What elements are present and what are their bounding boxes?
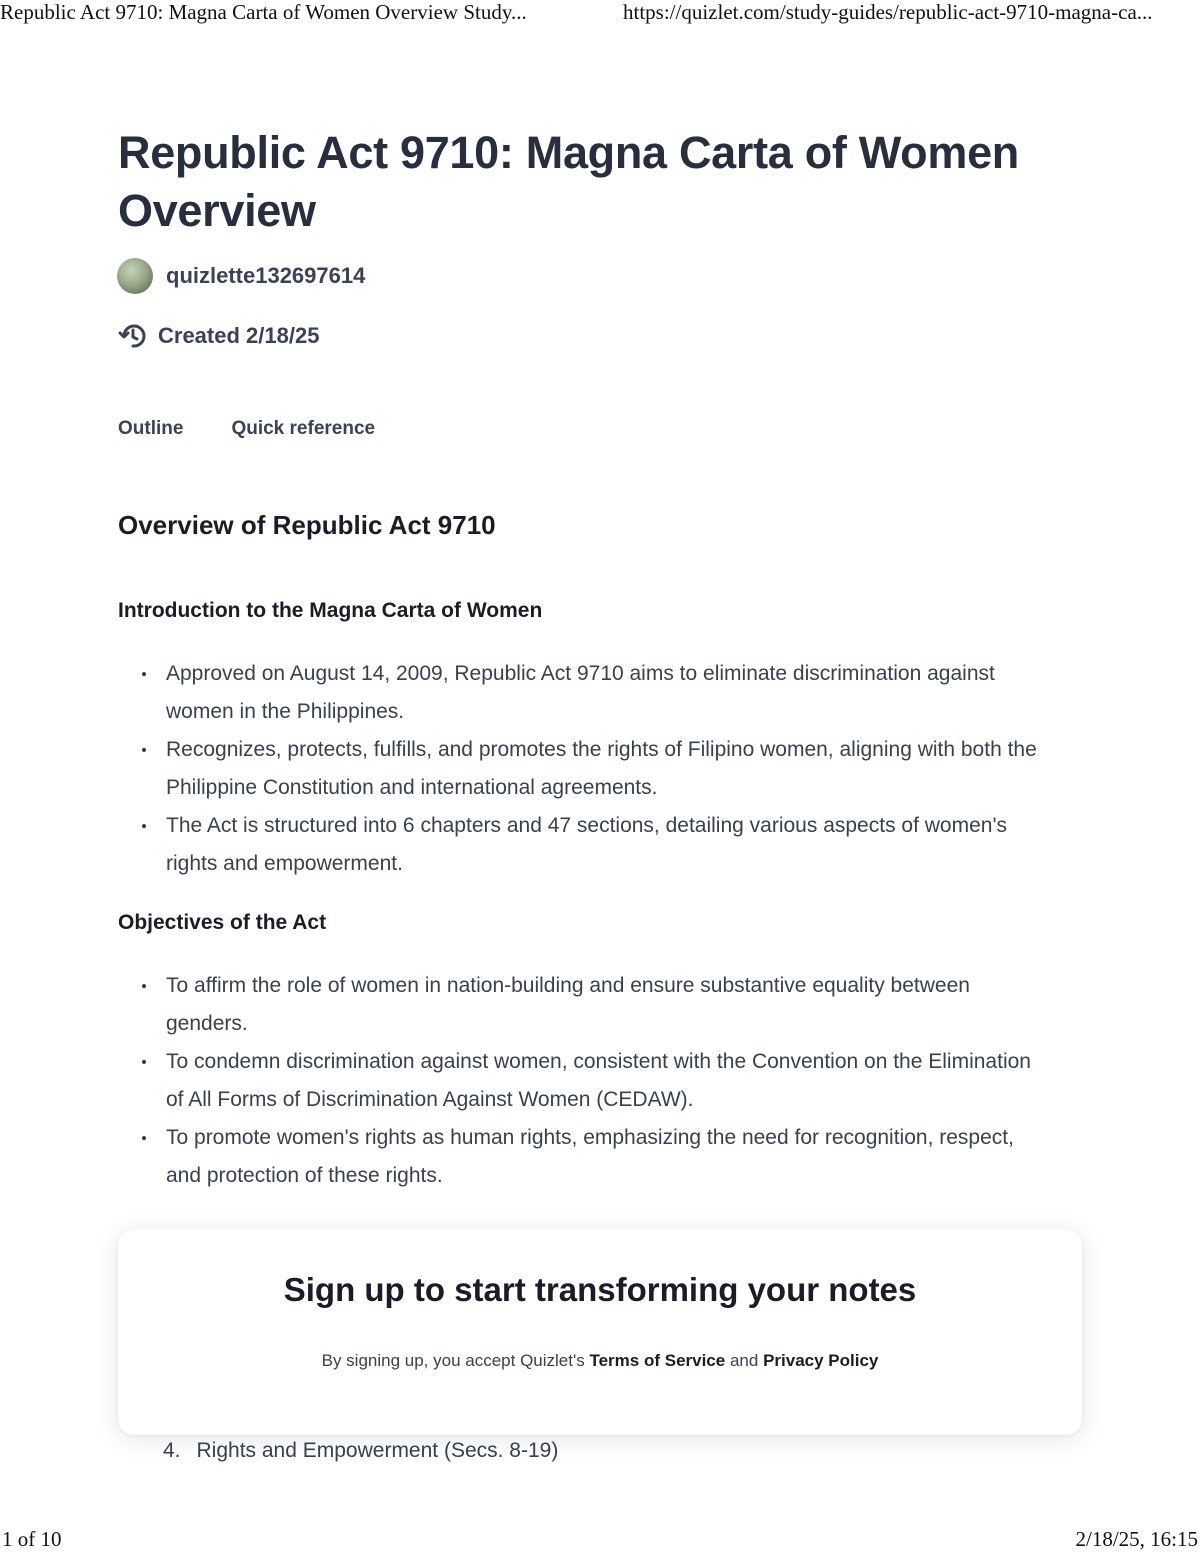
page-number: 1 of 10 — [2, 1527, 62, 1551]
tab-outline[interactable]: Outline — [118, 418, 184, 439]
terms-and: and — [729, 1351, 759, 1370]
intro-heading: Introduction to the Magna Carta of Women — [118, 599, 543, 622]
list-item: To promote women's rights as human rights, emphasizing the need for recognition, respect, and protection of these rights. — [140, 1119, 1050, 1195]
section-title: Overview of Republic Act 9710 — [118, 510, 496, 540]
list-item: Approved on August 14, 2009, Republic Act 9710 aims to eliminate discrimination against women in the Philippines. — [140, 655, 1050, 731]
avatar[interactable] — [117, 258, 153, 294]
page-title: Republic Act 9710: Magna Carta of Women Overview — [118, 127, 1019, 236]
list-item: Recognizes, protects, fulfills, and promotes the rights of Filipino women, aligning with both the Philippine Constitution and international agreements. — [140, 731, 1050, 807]
list-item-text: Rights and Empowerment (Secs. 8-19) — [196, 1439, 559, 1462]
list-item: To condemn discrimination against women, consistent with the Convention on the Elimination of All Forms of Discrimination Against Women (CEDAW). — [140, 1043, 1050, 1119]
created-row — [117, 320, 319, 352]
privacy-policy-link[interactable]: Privacy Policy — [763, 1351, 879, 1370]
list-item: To affirm the role of women in nation-building and ensure substantive equality between genders. — [140, 967, 1050, 1043]
tab-bar — [118, 418, 423, 440]
objectives-list — [140, 967, 1050, 1195]
list-item-number: 4. — [163, 1439, 181, 1462]
terms-of-service-link[interactable]: Terms of Service — [589, 1351, 726, 1370]
print-header — [0, 0, 1200, 28]
history-icon — [117, 320, 149, 352]
intro-list — [140, 655, 1050, 883]
terms-prefix: By signing up, you accept Quizlet's — [321, 1351, 585, 1370]
print-header-title: Republic Act 9710: Magna Carta of Women Overview Study... — [0, 0, 527, 24]
objectives-heading: Objectives of the Act — [118, 911, 327, 934]
signup-terms — [118, 1351, 1082, 1371]
author-row[interactable] — [117, 258, 365, 294]
author-name[interactable]: quizlette132697614 — [166, 263, 366, 288]
list-item: The Act is structured into 6 chapters and 47 sections, detailing various aspects of women's rights and empowerment. — [140, 807, 1050, 883]
tab-quick-reference[interactable]: Quick reference — [231, 418, 376, 439]
partial-list-item — [163, 1436, 558, 1462]
print-footer — [0, 1527, 1200, 1553]
signup-title: Sign up to start transforming your notes — [283, 1271, 917, 1308]
signup-card — [118, 1229, 1082, 1435]
print-header-url: https://quizlet.com/study-guides/republic-act-9710-magna-ca... — [623, 0, 1153, 24]
created-date: Created 2/18/25 — [158, 323, 320, 348]
print-datetime: 2/18/25, 16:15 — [1075, 1527, 1198, 1551]
